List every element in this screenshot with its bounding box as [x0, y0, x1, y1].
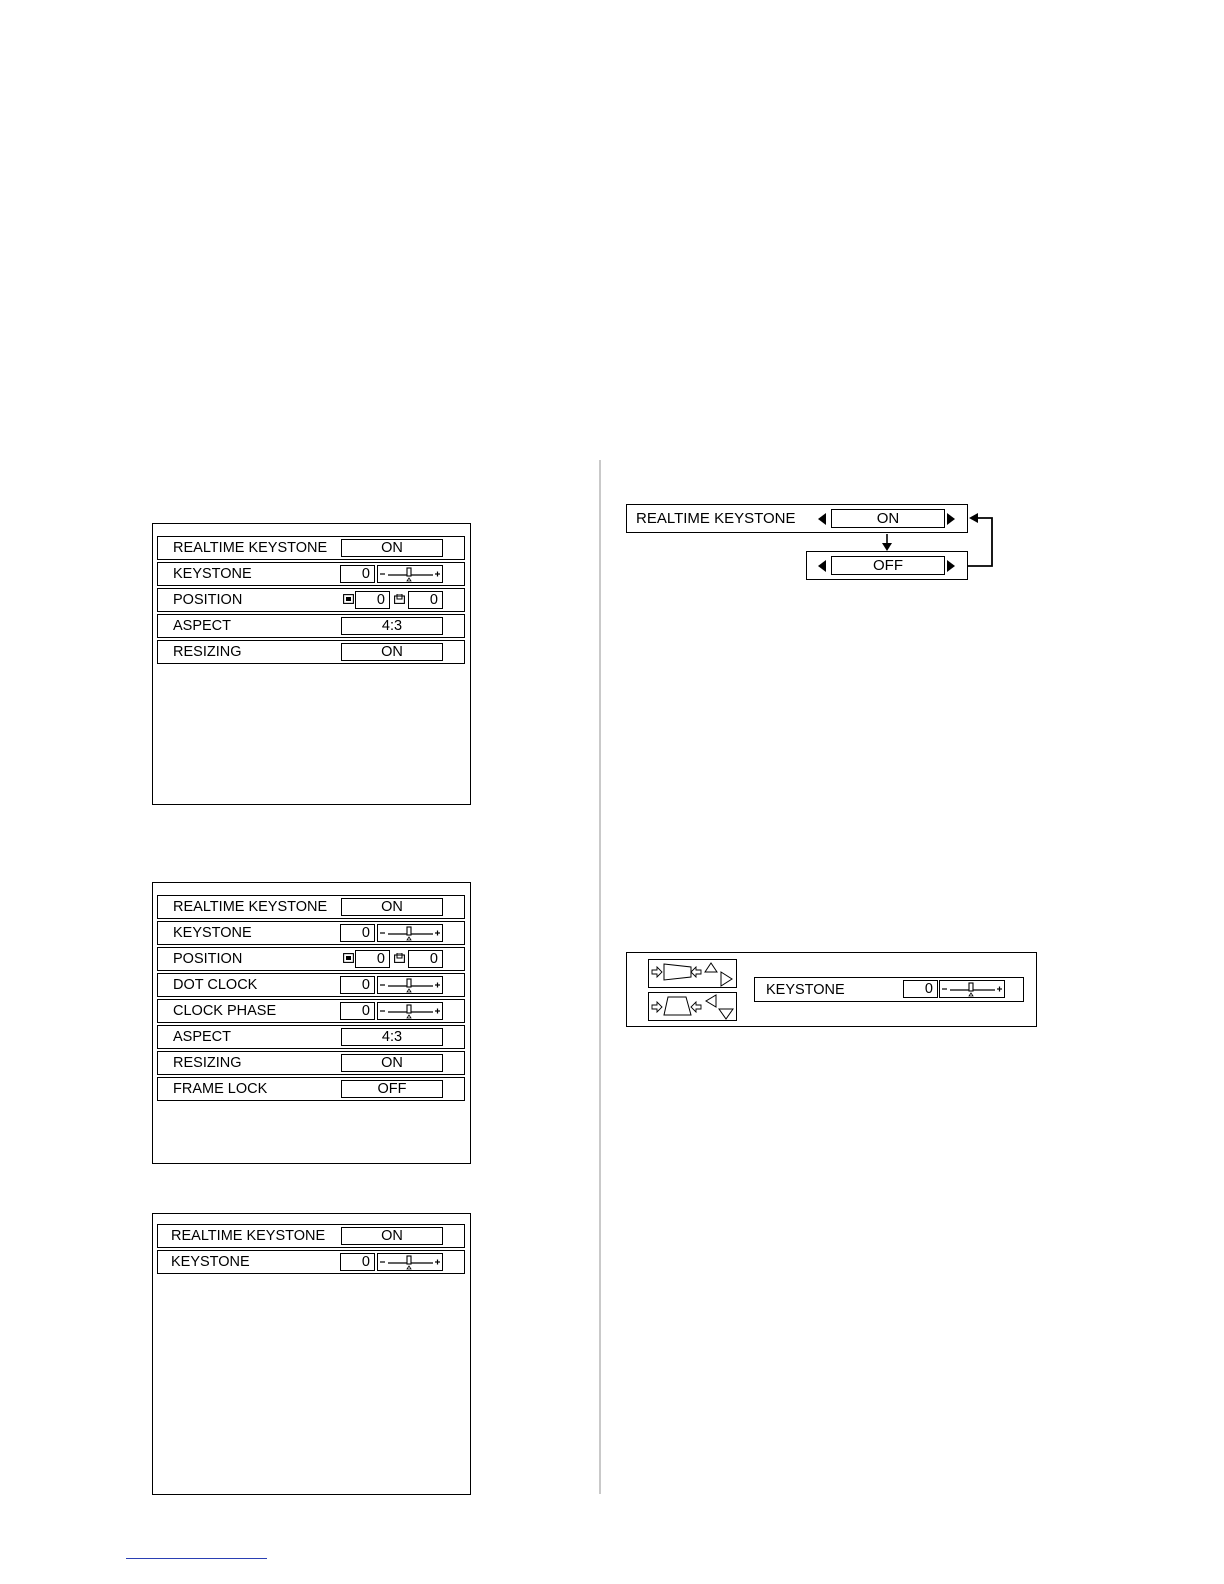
resizing-value[interactable]: ON — [341, 1054, 443, 1072]
menu-row-resizing[interactable] — [157, 640, 465, 664]
toggle-value-on[interactable]: ON — [831, 509, 945, 528]
menu-row-realtime-keystone[interactable] — [157, 895, 465, 919]
menu-row-keystone[interactable] — [754, 977, 1024, 1002]
menu-row-keystone[interactable] — [157, 1250, 465, 1274]
keystone-value: 0 — [340, 1253, 375, 1271]
row-label: KEYSTONE — [173, 566, 252, 582]
keystone-trapezoid-top-icon — [649, 960, 736, 987]
aspect-value[interactable]: 4:3 — [341, 617, 443, 635]
row-label: POSITION — [173, 951, 243, 967]
realtime-keystone-value[interactable]: ON — [341, 898, 443, 916]
row-label: RESIZING — [173, 1055, 242, 1071]
menu-row-aspect[interactable] — [157, 1025, 465, 1049]
row-label: REALTIME KEYSTONE — [173, 540, 328, 556]
menu-row-realtime-keystone[interactable] — [157, 1224, 465, 1248]
row-label: CLOCK PHASE — [173, 1003, 277, 1019]
cycle-arrows — [626, 503, 996, 583]
keystone-value: 0 — [340, 565, 375, 583]
keystone-adjust-panel — [626, 952, 1037, 1027]
keystone-trapezoid-bottom-icon — [649, 993, 736, 1020]
row-label: REALTIME KEYSTONE — [171, 1228, 326, 1244]
osd-menu-3 — [152, 1213, 471, 1495]
frame-lock-value[interactable]: OFF — [341, 1080, 443, 1098]
menu-row-frame-lock[interactable] — [157, 1077, 465, 1101]
row-label: KEYSTONE — [173, 925, 252, 941]
keystone-slider[interactable] — [377, 924, 443, 942]
horizontal-position-icon — [343, 594, 354, 604]
menu-row-keystone[interactable] — [157, 921, 465, 945]
aspect-value[interactable]: 4:3 — [341, 1028, 443, 1046]
row-label: DOT CLOCK — [173, 977, 258, 993]
realtime-keystone-toggle-diagram — [626, 503, 996, 583]
realtime-keystone-value[interactable]: ON — [341, 539, 443, 557]
menu-row-position[interactable] — [157, 947, 465, 971]
menu-row-aspect[interactable] — [157, 614, 465, 638]
dot-clock-value: 0 — [340, 976, 375, 994]
vertical-position-icon — [394, 953, 405, 963]
keystone-value: 0 — [903, 980, 938, 998]
row-label: ASPECT — [173, 618, 232, 634]
column-divider — [599, 460, 601, 1494]
keystone-top-button[interactable] — [648, 959, 737, 988]
menu-row-resizing[interactable] — [157, 1051, 465, 1075]
row-label: FRAME LOCK — [173, 1081, 268, 1097]
toggle-value-off[interactable]: OFF — [831, 556, 945, 575]
menu-row-clock-phase[interactable] — [157, 999, 465, 1023]
row-label: ASPECT — [173, 1029, 232, 1045]
keystone-value: 0 — [340, 924, 375, 942]
menu-row-position[interactable] — [157, 588, 465, 612]
vertical-position-icon — [394, 594, 405, 604]
row-label: REALTIME KEYSTONE — [173, 899, 328, 915]
clock-phase-value: 0 — [340, 1002, 375, 1020]
row-label: KEYSTONE — [766, 982, 845, 998]
horizontal-position-value[interactable]: 0 — [355, 950, 390, 968]
osd-menu-2 — [152, 882, 471, 1164]
row-label: KEYSTONE — [171, 1254, 250, 1270]
vertical-position-value[interactable]: 0 — [408, 591, 443, 609]
row-label: POSITION — [173, 592, 243, 608]
menu-row-realtime-keystone[interactable] — [157, 536, 465, 560]
menu-row-dot-clock[interactable] — [157, 973, 465, 997]
keystone-bottom-button[interactable] — [648, 992, 737, 1021]
horizontal-position-icon — [343, 953, 354, 963]
osd-menu-1 — [152, 523, 471, 805]
keystone-slider[interactable] — [377, 565, 443, 583]
dot-clock-slider[interactable] — [377, 976, 443, 994]
resizing-value[interactable]: ON — [341, 643, 443, 661]
menu-row-keystone[interactable] — [157, 562, 465, 586]
horizontal-position-value[interactable]: 0 — [355, 591, 390, 609]
row-label: RESIZING — [173, 644, 242, 660]
vertical-position-value[interactable]: 0 — [408, 950, 443, 968]
realtime-keystone-value[interactable]: ON — [341, 1227, 443, 1245]
toggle-label: REALTIME KEYSTONE — [636, 510, 796, 527]
clock-phase-slider[interactable] — [377, 1002, 443, 1020]
keystone-slider[interactable] — [377, 1253, 443, 1271]
keystone-slider[interactable] — [939, 980, 1005, 998]
footer-link-underline — [126, 1558, 267, 1559]
